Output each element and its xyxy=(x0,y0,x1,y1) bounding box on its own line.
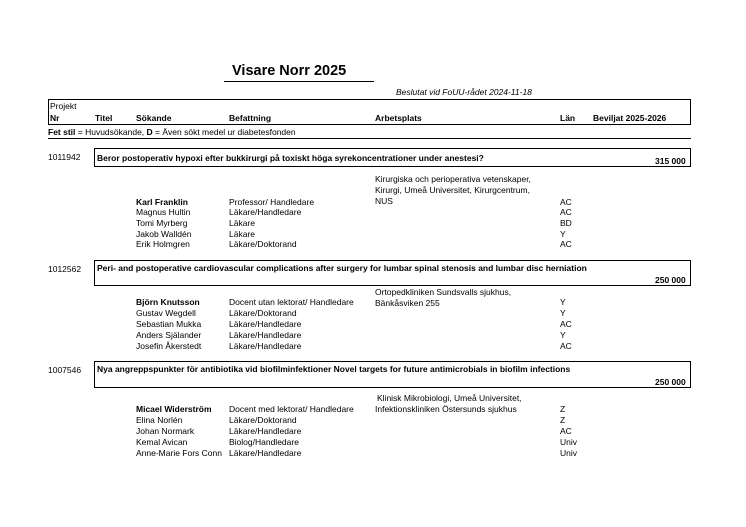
applicant-role: Läkare xyxy=(229,229,255,239)
applicant-name: Gustav Wegdell xyxy=(136,308,196,318)
applicant-lan: AC xyxy=(560,341,572,351)
legend-d-label: D xyxy=(146,127,153,137)
main-applicant-name: Micael Widerström xyxy=(136,404,212,414)
applicant-role: Läkare/Handledare xyxy=(229,319,302,329)
workplace-line: NUS xyxy=(375,196,393,206)
applicant-lan: Y xyxy=(560,330,566,340)
applicant-lan: Univ xyxy=(560,437,578,447)
applicant-role: Läkare xyxy=(229,218,255,228)
workplace-line: Ortopedkliniken Sundsvalls sjukhus, xyxy=(375,287,512,297)
applicant-lan: AC xyxy=(560,207,572,217)
applicant-lan: BD xyxy=(560,218,572,228)
legend-d-text: = Även sökt medel ur diabetesfonden xyxy=(152,127,296,137)
project-amount: 250 000 xyxy=(655,275,686,285)
applicant-lan: AC xyxy=(560,426,572,436)
applicant-role: Läkare/Handledare xyxy=(229,341,302,351)
project-title: Peri- and postoperative cardiovascular complications after surgery for lumbar spinal stenosis and lumbar disc herniation xyxy=(97,263,587,273)
applicant-name: Magnus Hultin xyxy=(136,207,191,217)
applicant-role: Läkare/Handledare xyxy=(229,448,302,458)
header-divider xyxy=(48,138,691,139)
applicant-lan: Y xyxy=(560,297,566,307)
header-befattning: Befattning xyxy=(229,113,272,123)
applicant-lan: Y xyxy=(560,229,566,239)
applicant-name: Josefin Åkerstedt xyxy=(136,341,202,351)
header-beviljat: Beviljat 2025-2026 xyxy=(593,113,667,123)
header-sokande: Sökande xyxy=(136,113,172,123)
main-applicant-name: Björn Knutsson xyxy=(136,297,200,307)
applicant-role: Läkare/Handledare xyxy=(229,207,302,217)
title-underline xyxy=(224,81,374,82)
applicant-role: Läkare/Handledare xyxy=(229,426,302,436)
legend-fet-text: = Huvudsökande, xyxy=(75,127,147,137)
applicant-lan: Z xyxy=(560,415,566,425)
project-title: Beror postoperativ hypoxi efter bukkirurgi på toxiskt höga syrekoncentrationer under anestesi? xyxy=(97,153,484,163)
applicant-name: Jakob Walldén xyxy=(136,229,192,239)
applicant-role: Docent utan lektorat/ Handledare xyxy=(229,297,354,307)
applicant-role: Docent med lektorat/ Handledare xyxy=(229,404,354,414)
project-number: 1007546 xyxy=(48,365,82,375)
header-projekt: Projekt xyxy=(50,101,77,111)
project-amount: 250 000 xyxy=(655,377,686,387)
applicant-lan: Y xyxy=(560,308,566,318)
applicant-lan: Z xyxy=(560,404,566,414)
project-number: 1012562 xyxy=(48,264,82,274)
applicant-role: Biolog/Handledare xyxy=(229,437,299,447)
main-applicant-name: Karl Franklin xyxy=(136,197,188,207)
decision-note: Beslutat vid FoUU-rådet 2024-11-18 xyxy=(396,87,532,97)
applicant-lan: AC xyxy=(560,239,572,249)
applicant-lan: AC xyxy=(560,319,572,329)
applicant-name: Anne-Marie Fors Conn xyxy=(136,448,222,458)
applicant-role: Läkare/Doktorand xyxy=(229,415,297,425)
header-lan: Län xyxy=(560,113,576,123)
applicant-name: Kemal Avican xyxy=(136,437,188,447)
legend xyxy=(48,127,296,137)
applicant-role: Läkare/Doktorand xyxy=(229,308,297,318)
applicant-lan: AC xyxy=(560,197,572,207)
applicant-name: Erik Holmgren xyxy=(136,239,190,249)
header-titel: Titel xyxy=(95,113,113,123)
workplace-line: Infektionskliniken Östersunds sjukhus xyxy=(375,404,517,414)
workplace-line: Kirurgi, Umeå Universitet, Kirurgcentrum, xyxy=(375,185,530,195)
applicant-name: Johan Normark xyxy=(136,426,195,436)
page-title: Visare Norr 2025 xyxy=(232,63,347,79)
legend-fet-label: Fet stil xyxy=(48,127,76,137)
applicant-role: Läkare/Handledare xyxy=(229,330,302,340)
applicant-name: Sebastian Mukka xyxy=(136,319,202,329)
applicant-name: Elina Norlén xyxy=(136,415,183,425)
project-number: 1011942 xyxy=(48,152,81,162)
workplace-line: Klinisk Mikrobiologi, Umeå Universitet, xyxy=(377,393,522,403)
workplace-line: Bänkåsviken 255 xyxy=(375,298,440,308)
applicant-lan: Univ xyxy=(560,448,578,458)
applicant-role: Professor/ Handledare xyxy=(229,197,315,207)
header-arbetsplats: Arbetsplats xyxy=(375,113,422,123)
workplace-line: Kirurgiska och perioperativa vetenskaper, xyxy=(375,174,531,184)
project-amount: 315 000 xyxy=(655,156,686,166)
header-nr: Nr xyxy=(50,113,60,123)
applicant-name: Tomi Myrberg xyxy=(136,218,188,228)
project-title: Nya angreppspunkter för antibiotika vid biofilminfektioner Novel targets for future antimicrobials in biofilm infections xyxy=(97,364,571,374)
applicant-name: Anders Själander xyxy=(136,330,202,340)
applicant-role: Läkare/Doktorand xyxy=(229,239,297,249)
